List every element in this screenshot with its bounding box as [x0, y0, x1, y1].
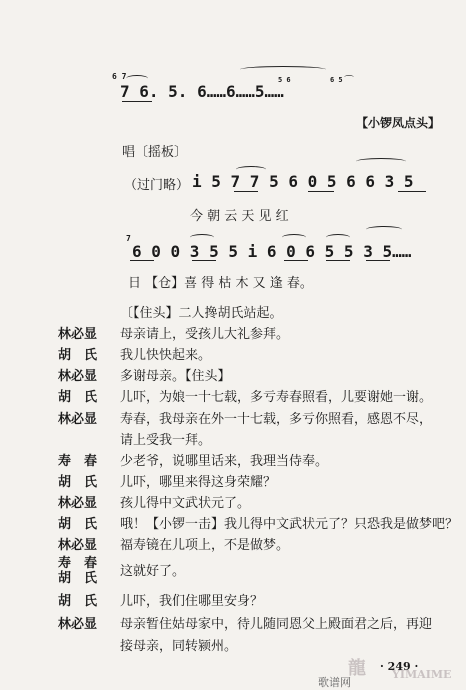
dialogue-line: 儿吓，哪里来得这身荣耀？ — [120, 475, 277, 490]
slur-arc — [356, 158, 406, 165]
watermark-text: YIMAIME — [392, 668, 452, 681]
speaker-label: 胡 氏 — [58, 475, 98, 490]
dialogue-line: 哦！【小锣一击】我儿得中文武状元了？只恐我是做梦吧？ — [120, 517, 459, 532]
dialogue-line: 儿吓，为娘一十七载，多亏寿春照看，儿要谢她一谢。 — [120, 390, 433, 405]
dialogue-line: 母亲请上，受孩儿大礼参拜。 — [120, 327, 290, 342]
underline-beat — [122, 101, 152, 102]
speaker-label: 胡 氏 — [58, 390, 98, 405]
speaker-label: 胡 氏 — [58, 571, 98, 586]
notation-line-1-notes: 7 6. 5. 6……6……5…… — [120, 82, 284, 101]
speaker-label: 寿 春 — [58, 454, 98, 469]
notation-line-1-grace: 6 7 — [112, 72, 127, 81]
underline-beat — [308, 191, 334, 192]
dialogue-line: 少老爷，说哪里话来，我理当侍奉。 — [120, 454, 329, 469]
underline-beat — [398, 191, 426, 192]
underline-beat — [130, 260, 154, 261]
speaker-label: 林必显 — [58, 327, 98, 342]
speaker-label: 林必显 — [58, 412, 98, 427]
underline-beat — [284, 260, 308, 261]
dialogue-line: 福寿镜在儿项上，不是做梦。 — [120, 538, 290, 553]
slur-arc — [282, 234, 306, 241]
dialogue-line: 寿春，我母亲在外一十七载，多亏你照看，感恩不尽， — [120, 412, 433, 427]
stage-direction: 〔【住头】二人搀胡氏站起。 — [120, 306, 283, 321]
underline-beat — [234, 191, 258, 192]
cue-box: 【小锣凤点头】 — [356, 116, 441, 130]
slur-arc — [126, 75, 148, 82]
speaker-label: 胡 氏 — [58, 348, 98, 363]
underline-beat — [366, 260, 390, 261]
notation-line-3-grace: 7 — [126, 234, 131, 243]
slur-arc — [326, 234, 350, 241]
notation-line-2-prefix: （过门略） — [124, 178, 190, 193]
dialogue-line: 这就好了。 — [120, 564, 186, 579]
fermata-mark: ⌒ — [344, 76, 354, 87]
speaker-label: 林必显 — [58, 538, 98, 553]
notation-line-1-grace-small-2: 6 5 — [330, 76, 343, 84]
slur-arc — [366, 226, 402, 233]
speaker-label: 寿 春 — [58, 556, 98, 571]
speaker-label: 胡 氏 — [58, 517, 98, 532]
footer-text: 歌谱网 — [318, 676, 351, 689]
aria-label: 唱〔摇板〕 — [122, 145, 188, 160]
page-number: · 249 · — [380, 660, 419, 673]
notation-line-2-notes: i 5 7 7 5 6 0 5 6 6 3 5 — [192, 172, 414, 191]
slur-arc — [236, 166, 266, 173]
underline-beat — [326, 260, 350, 261]
notation-line-3-lyric: 日 【仓】喜 得 枯 木 又 逢 春。 — [128, 276, 313, 291]
dialogue-line-continued: 接母亲，同转颍州。 — [120, 639, 238, 654]
dialogue-line-continued: 请上受我一拜。 — [120, 433, 212, 448]
notation-line-1 — [120, 82, 284, 101]
speaker-label: 林必显 — [58, 369, 98, 384]
dialogue-line: 多谢母亲。【住头】 — [120, 369, 231, 384]
speaker-label: 林必显 — [58, 617, 98, 632]
speaker-label: 林必显 — [58, 496, 98, 511]
notation-line-3-notes: 6 0 0 3 5 5 i 6 0 6 5 5 3 5…… — [132, 242, 412, 261]
notation-line-2-lyric: 今 朝 云 天 见 红 — [190, 209, 289, 224]
watermark-logo: 龍 — [348, 658, 366, 679]
dialogue-line: 儿吓，我们住哪里安身？ — [120, 594, 264, 609]
dialogue-line: 母亲暂住姑母家中，待儿随同恩父上殿面君之后，再迎 — [120, 617, 433, 632]
underline-beat — [192, 260, 216, 261]
dialogue-line: 我儿快快起来。 — [120, 348, 212, 363]
notation-line-1-grace-small-1: 5 6 — [278, 76, 291, 84]
slur-arc — [240, 66, 326, 73]
slur-arc — [190, 234, 214, 241]
dialogue-line: 孩儿得中文武状元了。 — [120, 496, 251, 511]
speaker-label: 胡 氏 — [58, 594, 98, 609]
